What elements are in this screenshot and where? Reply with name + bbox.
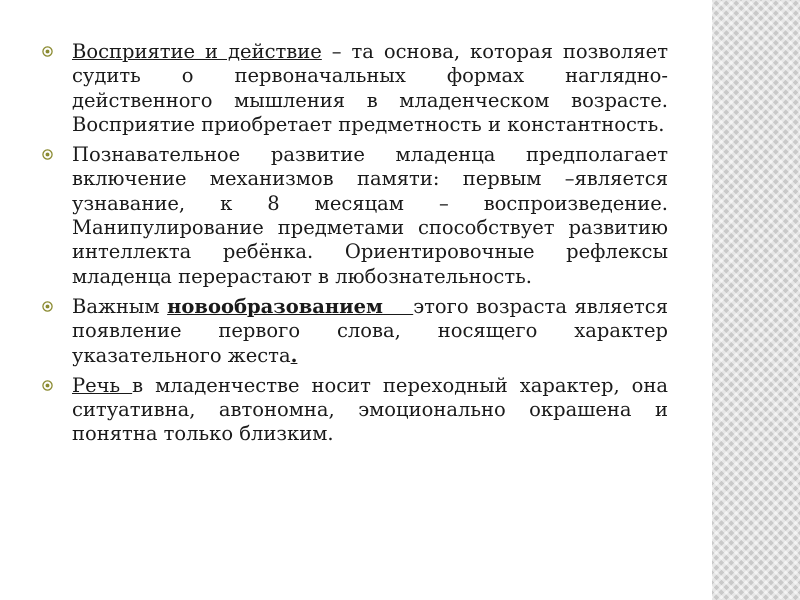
bullet-item (42, 40, 668, 137)
text-segment: Восприятие и действие (72, 40, 322, 63)
bullet-item (42, 295, 668, 368)
text-segment: . (290, 343, 298, 367)
circle-bullet-icon (42, 46, 53, 57)
text-segment: Важным (72, 294, 168, 318)
circle-bullet-icon (42, 380, 53, 391)
text-segment: новообразованием (167, 294, 383, 318)
text-segment: – та основа, которая позволяет судить о первоначальных формах наглядно-действенного мышления в младенческом возрасте. Восприятие приобретает предметность и константность. (72, 40, 668, 136)
bullet-item (42, 143, 668, 289)
bullet-item (42, 374, 668, 447)
bullet-list (42, 40, 668, 453)
text-segment: Речь (72, 373, 133, 397)
text-segment: Познавательное развитие младенца предполагает включение механизмов памяти: первым –является узнавание, к 8 месяцам – воспроизведение. Манипулирование предметами способствует развитию интеллекта ребёнка. Ориентировочные рефлексы младенца перерастают в любознательность. (72, 143, 668, 288)
circle-bullet-icon (42, 301, 53, 312)
text-segment (383, 295, 413, 318)
decorative-side-band (712, 0, 800, 600)
text-segment: в младенчестве носит переходный характер, она ситуативна, автономна, эмоционально окрашена и понятна только близким. (72, 373, 668, 446)
text-segment: этого возраста является появление первого слова, носящего характер указательного жеста (72, 294, 669, 367)
circle-bullet-icon (42, 149, 53, 160)
